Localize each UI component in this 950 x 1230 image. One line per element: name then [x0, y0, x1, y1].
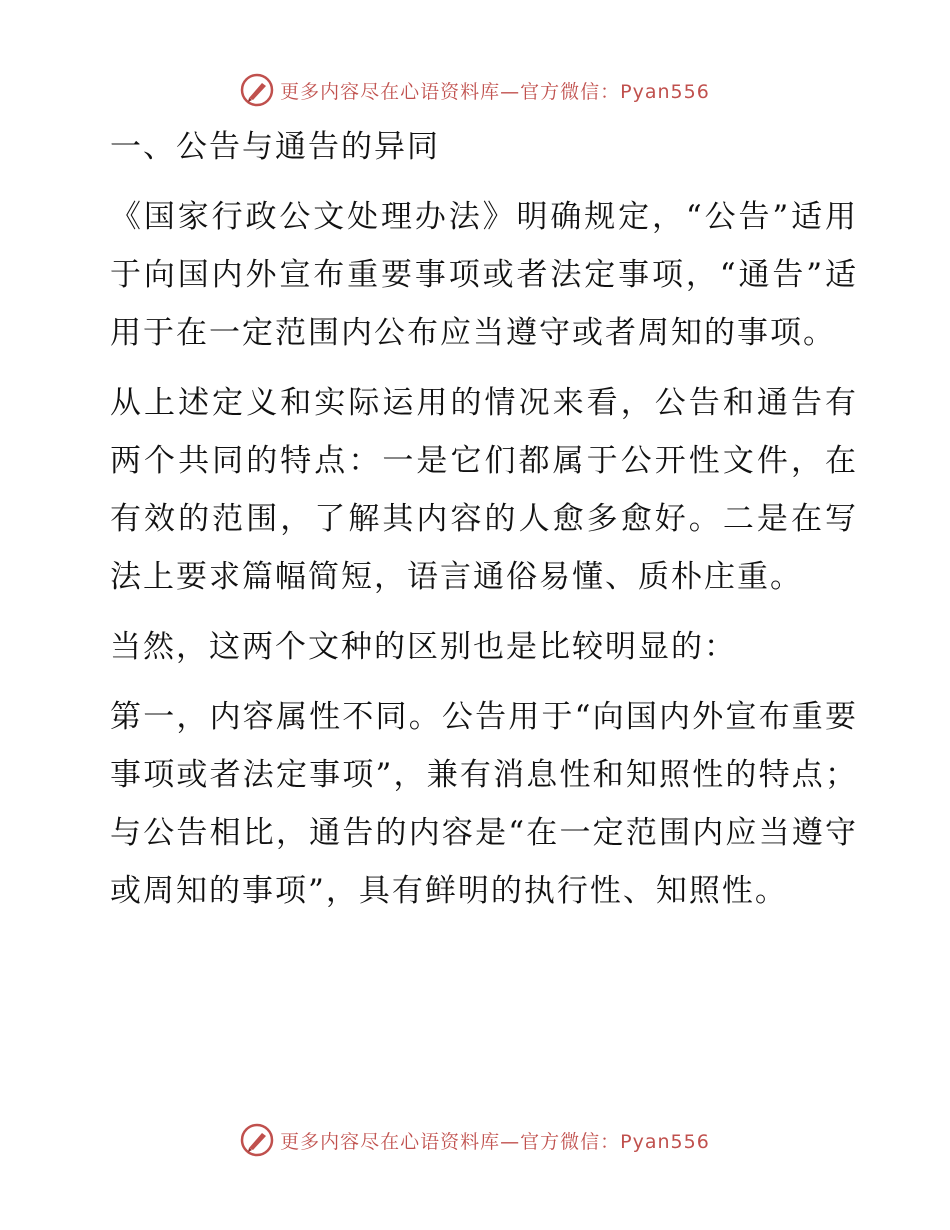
section-heading: 一、公告与通告的异同 [110, 129, 440, 165]
pen-logo-icon [240, 1123, 274, 1157]
header-banner-text: 更多内容尽在心语资料库—官方微信：Pyan556 [280, 80, 710, 103]
paragraph-2: 从上述定义和实际运用的情况来看，公告和通告有两个共同的特点：一是它们都属于公开性文件，在有效的范围，了解其内容的人愈多愈好。二是在写法上要求篇幅简短，语言通俗易懂、质朴庄重。 [110, 385, 858, 595]
document-body [98, 118, 858, 932]
paragraph-3: 当然，这两个文种的区别也是比较明显的： [110, 629, 737, 665]
pen-logo-icon [240, 73, 274, 107]
footer-banner-text: 更多内容尽在心语资料库—官方微信：Pyan556 [280, 1130, 710, 1153]
footer-banner [0, 1120, 950, 1160]
header-banner [0, 70, 950, 110]
paragraph-1: 《国家行政公文处理办法》明确规定，“公告”适用于向国内外宣布重要事项或者法定事项，“通告”适用于在一定范围内公布应当遵守或者周知的事项。 [110, 199, 858, 351]
paragraph-4: 第一，内容属性不同。公告用于“向国内外宣布重要事项或者法定事项”，兼有消息性和知照性的特点；与公告相比，通告的内容是“在一定范围内应当遵守或周知的事项”，具有鲜明的执行性、知照性。 [110, 699, 858, 909]
